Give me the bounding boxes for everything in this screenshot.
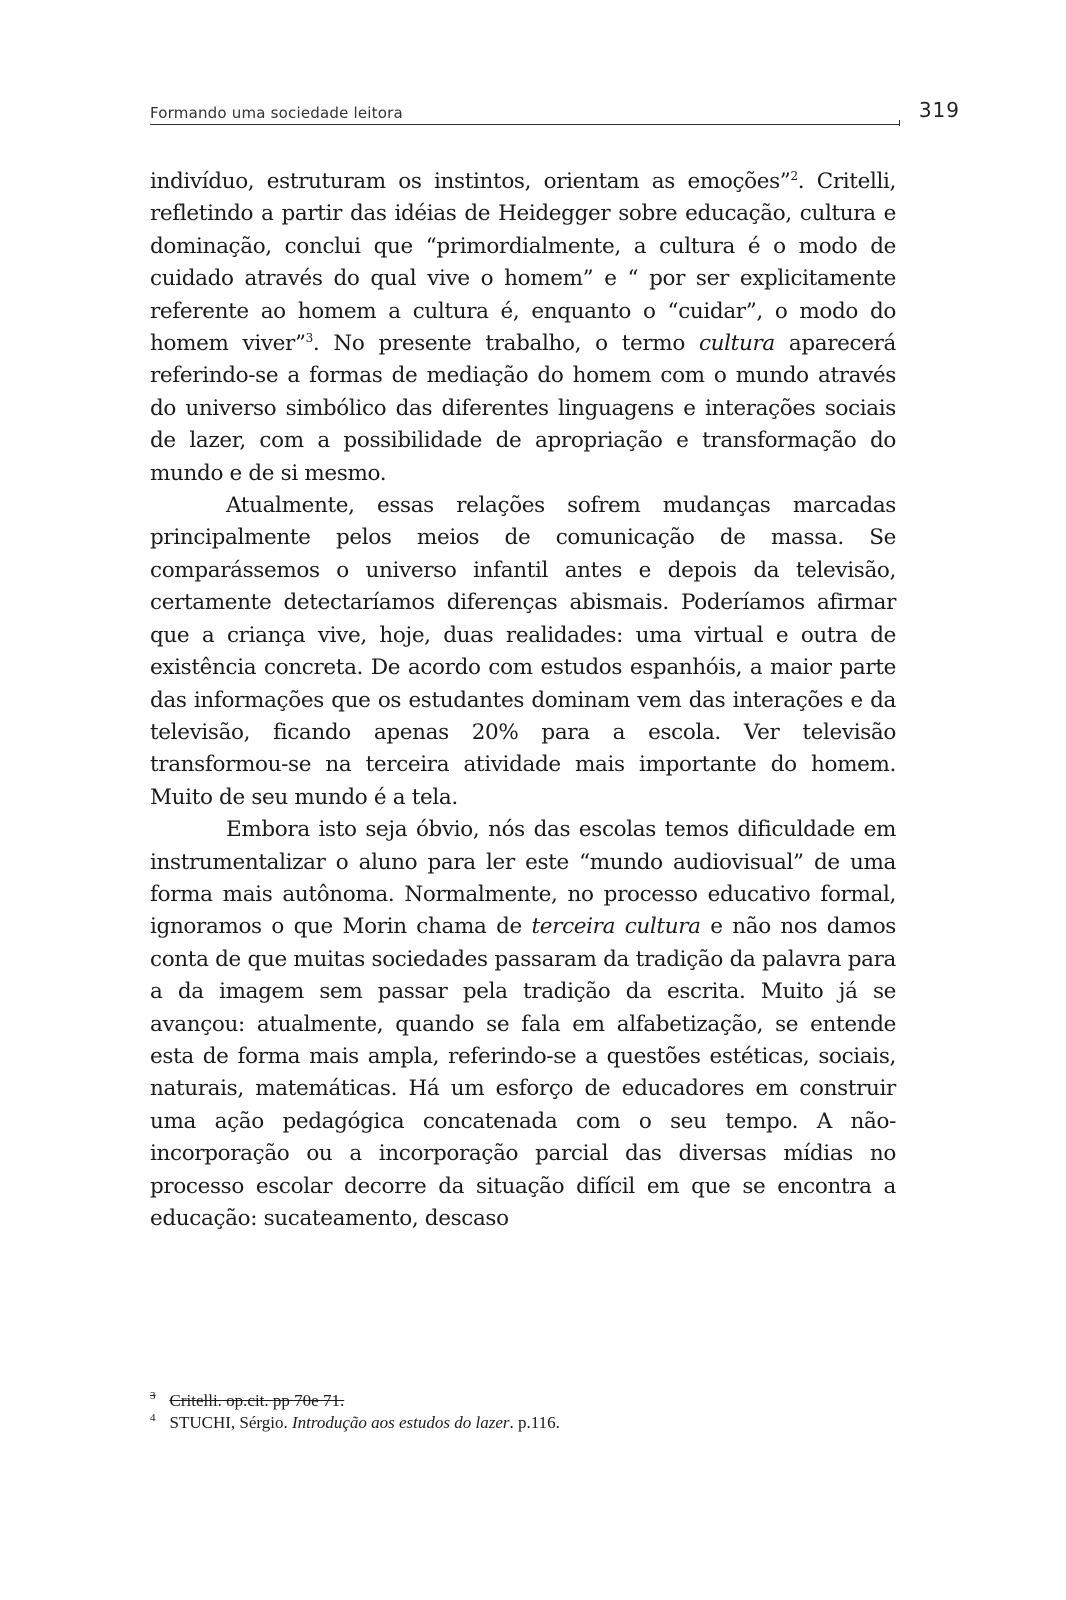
emphasis-terceira-cultura: terceira cultura (531, 914, 701, 940)
footnote-4 (150, 1412, 896, 1434)
paragraph-1-text-c: . No presente trabalho, o termo (312, 331, 699, 357)
paragraph-1-text-b: . Critelli, refletindo a partir das idéias de Heidegger sobre educação, cultura e dominação, conclui que “primordialmente, a cultura é o modo de cuidado através do qual vive o homem” e “ por ser explicitamente referente ao homem a cultura é, enquanto o “cuidar”, o modo do homem viver” (150, 169, 897, 357)
footnotes (150, 1390, 896, 1434)
footnote-ref-3: 3 (305, 330, 313, 345)
footnote-author: STUCHI, Sérgio. (169, 1413, 292, 1432)
emphasis-cultura: cultura (698, 331, 775, 357)
paragraph-3 (150, 814, 896, 1235)
header-rule-tick (899, 120, 900, 126)
footnote-text: Critelli. op.cit. pp 70e 71. (169, 1391, 345, 1410)
footnote-3 (150, 1390, 896, 1412)
footnote-mark: 4 (150, 1412, 156, 1425)
paragraph-1-text-d: aparecerá referindo-se a formas de mediação do homem com o mundo através do universo simbólico das diferentes linguagens e interações sociais de lazer, com a possibilidade de apropriação e transformação do mundo e de si mesmo. (150, 331, 896, 486)
footnote-ref-2: 2 (790, 168, 798, 183)
paragraph-3-text-b: e não nos damos conta de que muitas sociedades passaram da tradição da palavra para a da imagem sem passar pela tradição da escrita. Muito já se avançou: atualmente, quando se fala em alfabetização, se entende esta de forma mais ampla, referindo-se a questões estéticas, sociais, naturais, matemáticas. Há um esforço de educadores em construir uma ação pedagógica concatenada com o seu tempo. A não-incorporação ou a incorporação parcial das diversas mídias no processo escolar decorre da situação difícil em que se encontra a educação: sucateamento, descaso (150, 914, 896, 1231)
page-header (150, 100, 960, 130)
paragraph-3-text-a: Embora isto seja óbvio, nós das escolas temos dificuldade em instrumentalizar o aluno para ler este “mundo audiovisual” de uma forma mais autônoma. Normalmente, no processo educativo formal, ignoramos o que Morin chama de (150, 817, 896, 940)
page-number: 319 (918, 98, 960, 122)
footnote-mark: 3 (150, 1390, 156, 1403)
footnote-title: Introdução aos estudos do lazer (291, 1413, 510, 1432)
footnote-page: . p.116. (509, 1413, 560, 1432)
body-text (150, 166, 896, 1235)
paragraph-2: Atualmente, essas relações sofrem mudanças marcadas principalmente pelos meios de comunicação de massa. Se comparássemos o universo infantil antes e depois da televisão, certamente detectaríamos diferenças abismais. Poderíamos afirmar que a criança vive, hoje, duas realidades: uma virtual e outra de existência concreta. De acordo com estudos espanhóis, a maior parte das informações que os estudantes dominam vem das interações e da televisão, ficando apenas 20% para a escola. Ver televisão transformou-se na terceira atividade mais importante do homem. Muito de seu mundo é a tela. (150, 493, 896, 810)
running-title: Formando uma sociedade leitora (150, 104, 403, 122)
paragraph-1 (150, 166, 896, 490)
header-rule (150, 124, 900, 125)
paragraph-1-text-a: indivíduo, estruturam os instintos, orientam as emoções” (150, 169, 791, 194)
